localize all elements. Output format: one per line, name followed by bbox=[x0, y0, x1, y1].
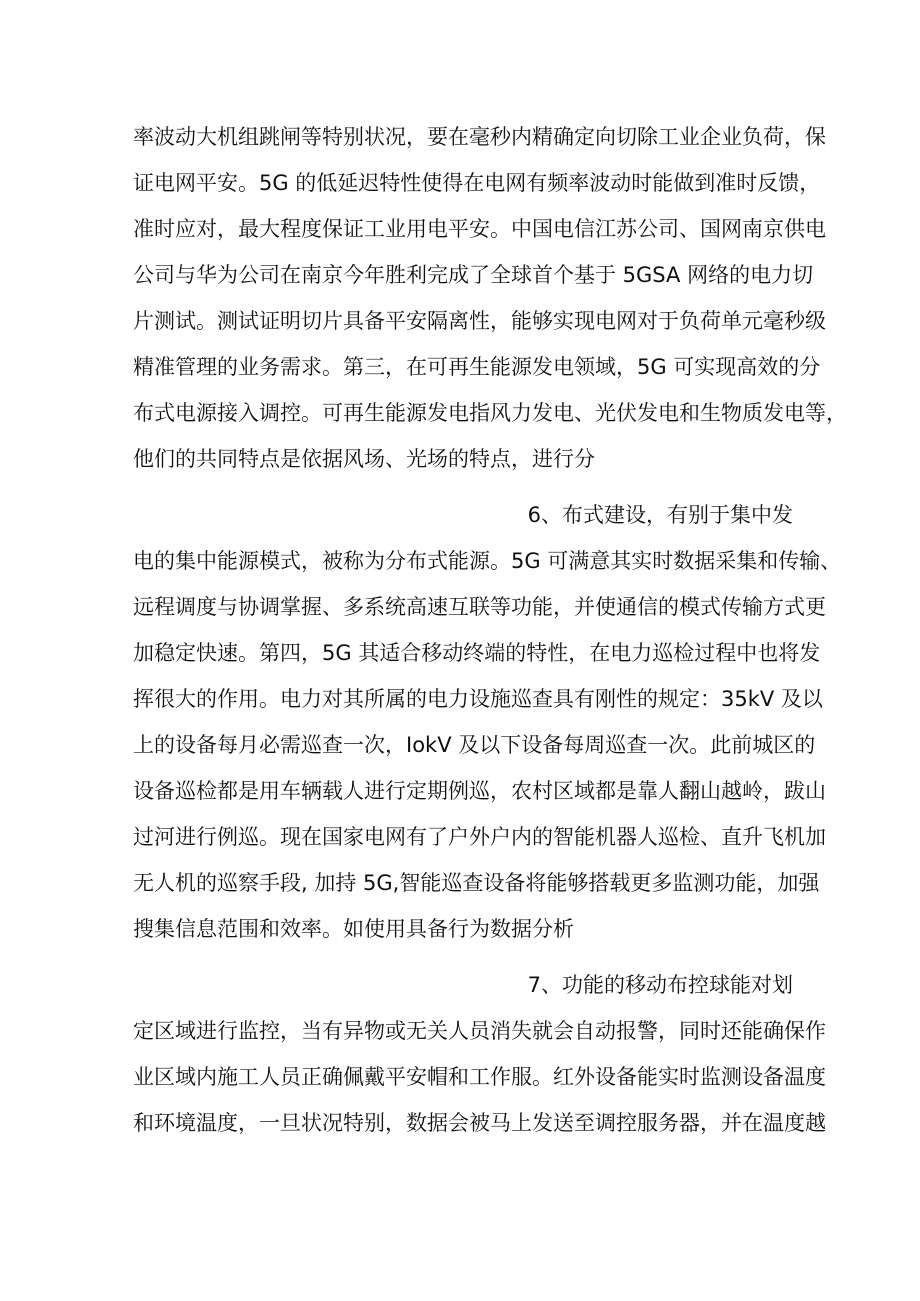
text-line: 上的设备每月必需巡查一次，IokV 及以下设备每周巡查一次。此前城区的 bbox=[133, 733, 816, 757]
text-line: 精准管理的业务需求。第三，在可再生能源发电领域，5G 可实现高效的分 bbox=[133, 355, 821, 379]
text-line: 搜集信息范围和效率。如使用具备行为数据分析 bbox=[133, 917, 574, 941]
text-line: 他们的共同特点是依据风场、光场的特点，进行分 bbox=[133, 447, 595, 471]
text-line: 业区域内施工人员正确佩戴平安帽和工作服。红外设备能实时监测设备温度 bbox=[133, 1065, 826, 1089]
text-line: 无人机的巡察手段, 加持 5G,智能巡查设备将能够搭载更多监测功能，加强 bbox=[133, 871, 820, 895]
text-line: 设备巡检都是用车辆载人进行定期例巡，农村区域都是靠人翻山越岭，跋山 bbox=[133, 779, 826, 803]
text-line: 率波动大机组跳闸等特别状况，要在毫秒内精确定向切除工业企业负荷，保 bbox=[133, 125, 826, 149]
paragraph-gap bbox=[133, 482, 793, 492]
text-line: 加稳定快速。第四，5G 其适合移动终端的特性，在电力巡检过程中也将发 bbox=[133, 641, 821, 665]
text-line: 公司与华为公司在南京今年胜利完成了全球首个基于 5GSA 网络的电力切 bbox=[133, 263, 814, 287]
text-line: 准时应对，最大程度保证工业用电平安。中国电信江苏公司、国网南京供电 bbox=[133, 217, 826, 241]
text-line: 片测试。测试证明切片具备平安隔离性，能够实现电网对于负荷单元毫秒级 bbox=[133, 309, 826, 333]
section-heading-6: 6、布式建设，有别于集中发 bbox=[527, 503, 793, 527]
text-line: 定区域进行监控，当有异物或无关人员消失就会自动报警，同时还能确保作 bbox=[133, 1019, 826, 1043]
text-line: 布式电源接入调控。可再生能源发电指风力发电、光伏发电和生物质发电等， bbox=[133, 401, 847, 425]
text-line: 证电网平安。5G 的低延迟特性使得在电网有频率波动时能做到准时反馈， bbox=[133, 171, 821, 195]
text-line: 过河进行例巡。现在国家电网有了户外户内的智能机器人巡检、直升飞机加 bbox=[133, 825, 826, 849]
paragraph-gap bbox=[133, 952, 793, 962]
text-line: 挥很大的作用。电力对其所属的电力设施巡查具有刚性的规定：35kV 及以 bbox=[133, 687, 823, 711]
document-body bbox=[133, 114, 847, 1146]
section-heading-7: 7、功能的移动布控球能对划 bbox=[527, 973, 793, 997]
text-line: 远程调度与协调掌握、多系统高速互联等功能，并使通信的模式传输方式更 bbox=[133, 595, 826, 619]
text-line: 电的集中能源模式，被称为分布式能源。5G 可满意其实时数据采集和传输、 bbox=[133, 549, 842, 573]
text-line: 和环境温度，一旦状况特别，数据会被马上发送至调控服务器，并在温度越 bbox=[133, 1111, 826, 1135]
